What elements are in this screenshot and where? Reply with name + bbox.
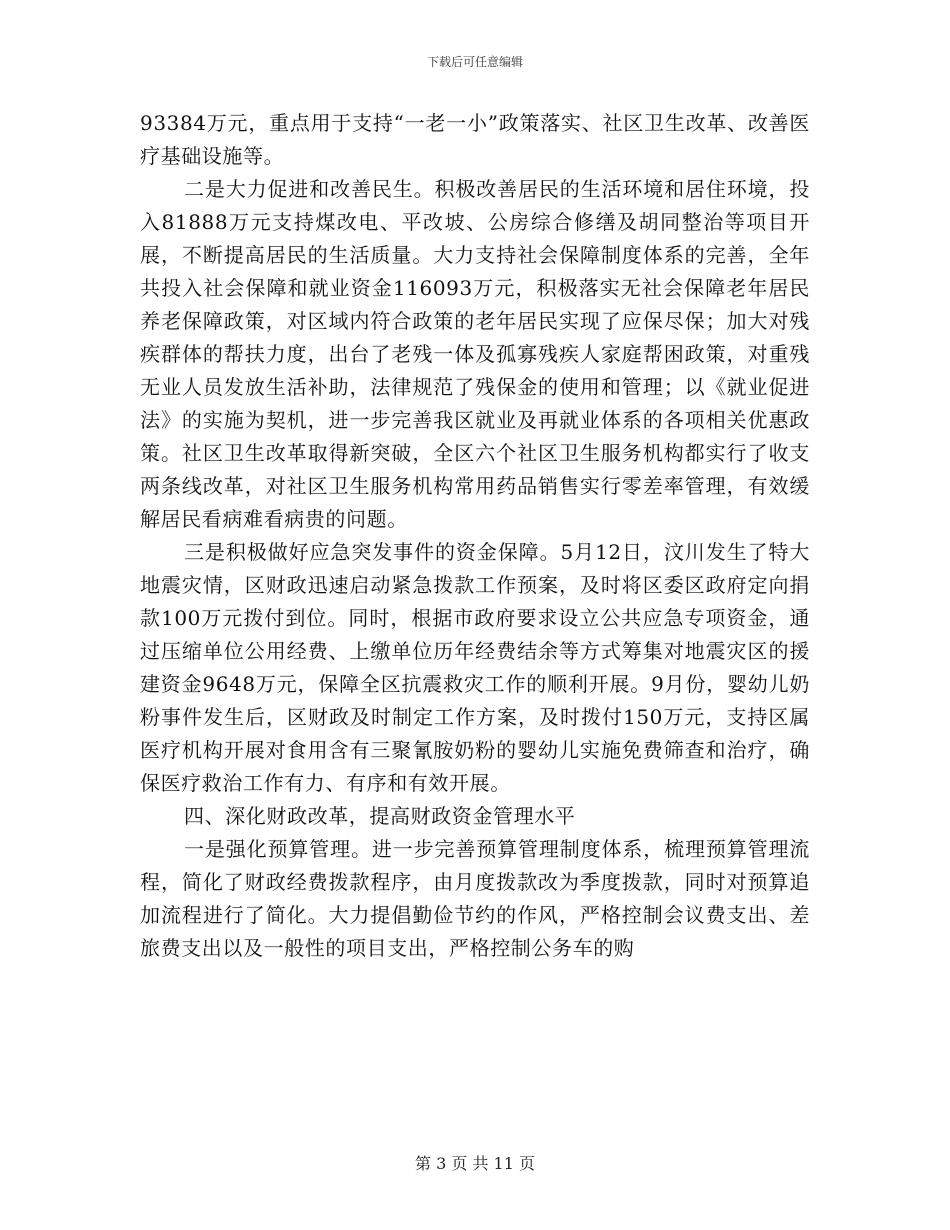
paragraph-livelihood: 二是大力促进和改善民生。积极改善居民的生活环境和居住环境，投入81888万元支持煤改电、平改坡、公房综合修缮及胡同整治等项目开展，不断提高居民的生活质量。大力支持社会保障制度体系的完善，全年共投入社会保障和就业资金116093万元，积极落实无社会保障老年居民养老保障政策，对区域内符合政策的老年居民实现了应保尽保；加大对残疾群体的帮扶力度，出台了老残一体及孤寡残疾人家庭帮困政策，对重残无业人员发放生活补助，法律规范了残保金的使用和管理；以《就业促进法》的实施为契机，进一步完善我区就业及再就业体系的各项相关优惠政策。社区卫生改革取得新突破，全区六个社区卫生服务机构都实行了收支两条线改革，对社区卫生服务机构常用药品销售实行零差率管理，有效缓解居民看病难看病贵的问题。 (140, 177, 810, 531)
paragraph-emergency-funding: 三是积极做好应急突发事件的资金保障。5月12日，汶川发生了特大地震灾情，区财政迅速启动紧急拨款工作预案，及时将区委区政府定向捐款100万元拨付到位。同时，根据市政府要求设立公共应急专项资金，通过压缩单位公用经费、上缴单位历年经费结余等方式筹集对地震灾区的援建资金9648万元，保障全区抗震救灾工作的顺利开展。9月份，婴幼儿奶粉事件发生后，区财政及时制定工作方案，及时拨付150万元，支持区属医疗机构开展对食用含有三聚氰胺奶粉的婴幼儿实施免费筛查和治疗，确保医疗救治工作有力、有序和有效开展。 (140, 540, 810, 795)
document-body (140, 107, 810, 965)
section-heading-fiscal-reform: 四、深化财政改革，提高财政资金管理水平 (184, 804, 576, 828)
page-footer: 第 3 页 共 11 页 (415, 1154, 535, 1173)
paragraph-continuation: 93384万元，重点用于支持“一老一小”政策落实、社区卫生改革、改善医疗基础设施等。 (140, 111, 810, 168)
paragraph-budget-management: 一是强化预算管理。进一步完善预算管理制度体系，梳理预算管理流程，简化了财政经费拨款程序，由月度拨款改为季度拨款，同时对预算追加流程进行了简化。大力提倡勤俭节约的作风，严格控制会议费支出、差旅费支出以及一般性的项目支出，严格控制公务车的购 (140, 837, 810, 960)
page-header: 下载后可任意编辑 (426, 55, 523, 69)
